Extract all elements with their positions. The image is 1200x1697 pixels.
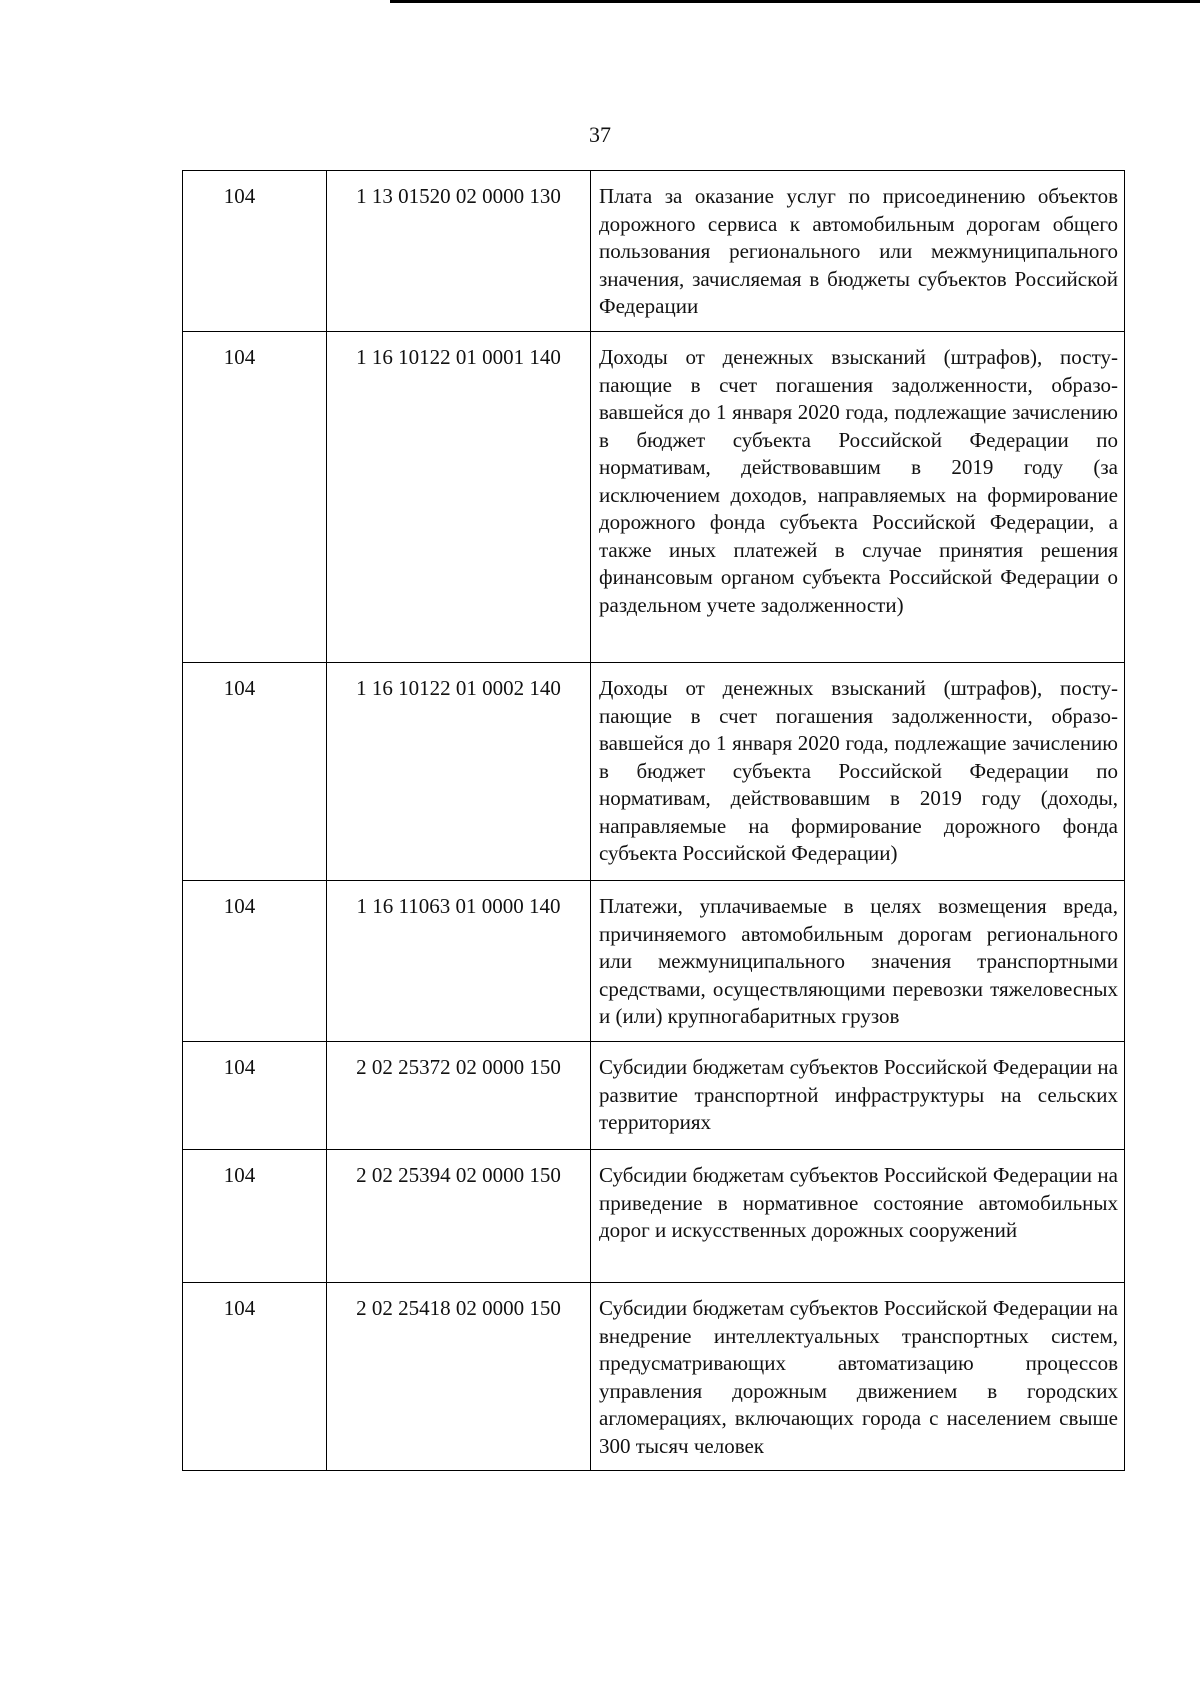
- table-row: [183, 663, 1125, 881]
- top-rule: [390, 0, 1200, 3]
- budget-code-cell: 2 02 25394 02 0000 150: [327, 1150, 591, 1283]
- budget-code-cell: 1 16 10122 01 0002 140: [327, 663, 591, 881]
- admin-code-cell: 104: [183, 881, 327, 1042]
- description-cell: Доходы от денежных взысканий (штрафов), поступающие в счет погашения задолженности, образовавшейся до 1 января 2020 года, подлежащие зачислению в бюджет субъекта Российской Федерации по нормативам, действовавшим в 2019 году (доходы, направляемые на формирование дорожного фонда субъекта Российской Федерации): [591, 663, 1125, 881]
- admin-code-cell: 104: [183, 1283, 327, 1471]
- description-cell: Субсидии бюджетам субъектов Российской Федерации на внедрение интеллектуальных транспортных систем, предусматривающих автоматизацию процессов управления дорожным движением в городских агломерациях, включающих города с населением свыше 300 тысяч человек: [591, 1283, 1125, 1471]
- table-row: [183, 1283, 1125, 1471]
- table-body: [183, 171, 1125, 1471]
- budget-code-cell: 1 13 01520 02 0000 130: [327, 171, 591, 332]
- budget-code-cell: 2 02 25418 02 0000 150: [327, 1283, 591, 1471]
- description-cell: Субсидии бюджетам субъектов Российской Федерации на приведение в нормативное состояние автомобильных дорог и искусственных дорожных сооружений: [591, 1150, 1125, 1283]
- description-cell: Платежи, уплачиваемые в целях возмещения вреда, причиняемого автомобильным дорогам регионального или межмуниципального значения транспортными средствами, осуществляющими перевозки тяжеловесных и (или) крупногабаритных грузов: [591, 881, 1125, 1042]
- table-row: [183, 1042, 1125, 1150]
- description-cell: Плата за оказание услуг по присоединению объектов дорожного сервиса к автомобильным дорогам общего пользования регионального или межмуниципального значения, зачисляемая в бюджеты субъектов Российской Федерации: [591, 171, 1125, 332]
- page-number: 37: [589, 122, 611, 147]
- table-row: [183, 332, 1125, 663]
- admin-code-cell: 104: [183, 663, 327, 881]
- budget-code-cell: 1 16 11063 01 0000 140: [327, 881, 591, 1042]
- table-row: [183, 881, 1125, 1042]
- description-cell: Субсидии бюджетам субъектов Российской Федерации на развитие транспортной инфраструктуры на сельских территориях: [591, 1042, 1125, 1150]
- admin-code-cell: 104: [183, 332, 327, 663]
- admin-code-cell: 104: [183, 171, 327, 332]
- budget-code-cell: 2 02 25372 02 0000 150: [327, 1042, 591, 1150]
- table-row: [183, 171, 1125, 332]
- revenue-codes-table: [182, 170, 1125, 1471]
- admin-code-cell: 104: [183, 1150, 327, 1283]
- description-cell: Доходы от денежных взысканий (штрафов), поступающие в счет погашения задолженности, образовавшейся до 1 января 2020 года, подлежащие зачислению в бюджет субъекта Российской Федерации по нормативам, действовавшим в 2019 году (за исключением доходов, направляемых на формирование дорожного фонда субъекта Российской Федерации, а также иных платежей в случае принятия решения финансовым органом субъекта Российской Федерации о раздельном учете задолженности): [591, 332, 1125, 663]
- admin-code-cell: 104: [183, 1042, 327, 1150]
- budget-code-cell: 1 16 10122 01 0001 140: [327, 332, 591, 663]
- table-row: [183, 1150, 1125, 1283]
